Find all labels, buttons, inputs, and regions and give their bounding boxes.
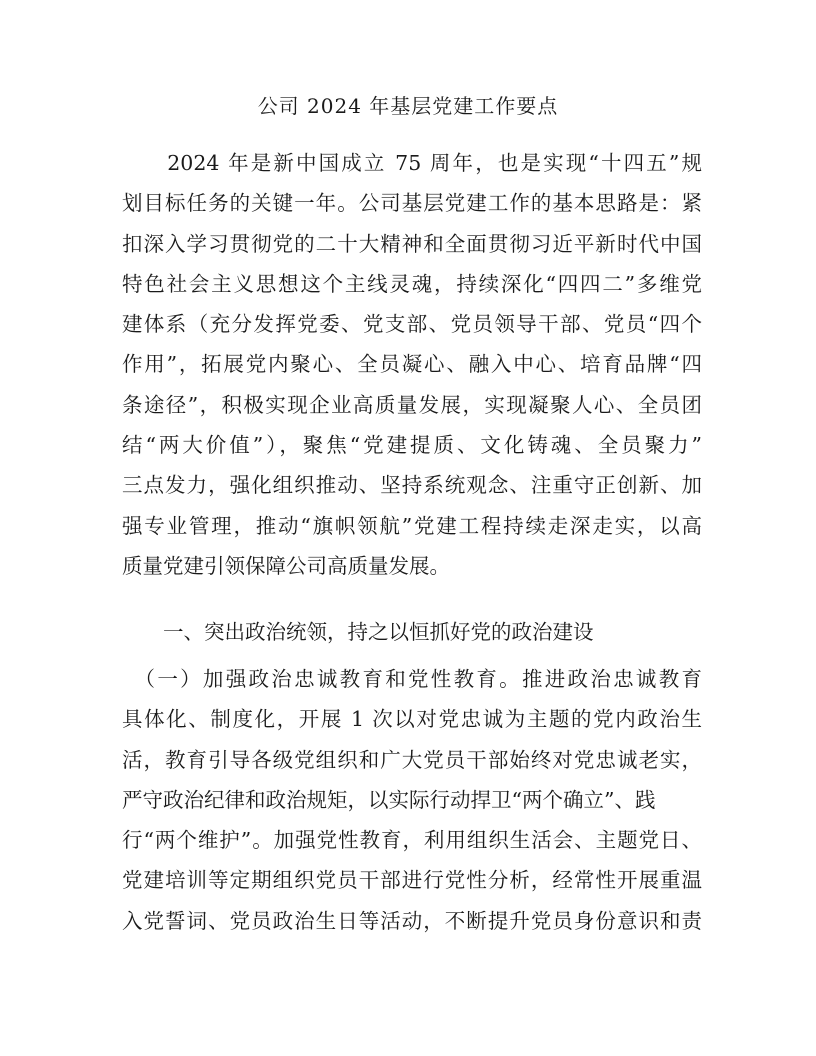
text-line: 建体系（充分发挥党委、党支部、党员领导干部、党员“四个 xyxy=(122,312,702,337)
text-line: 质量党建引领保障公司高质量发展。 xyxy=(122,553,450,578)
section-heading: 一、突出政治统领，持之以恒抓好党的政治建设 xyxy=(163,620,594,644)
text-line: 入党誓词、党员政治生日等活动，不断提升党员身份意识和责 xyxy=(122,908,702,933)
text-line: 党建培训等定期组织党员干部进行党性分析，经常性开展重温 xyxy=(122,868,702,893)
text-line: 具体化、制度化，开展 1 次以对党忠诚为主题的党内政治生 xyxy=(122,707,702,732)
text-line: 划目标任务的关键一年。公司基层党建工作的基本思路是：紧 xyxy=(122,191,702,216)
text-line: 结“两大价值”），聚焦“党建提质、文化铸魂、全员聚力” xyxy=(122,433,702,458)
text-line: 强专业管理，推动“旗帜领航”党建工程持续走深走实，以高 xyxy=(122,513,702,538)
text-line: 行“两个维护”。加强党性教育，利用组织生活会、主题党日、 xyxy=(122,828,702,853)
text-line: 条途径”，积极实现企业高质量发展，实现凝聚人心、全员团 xyxy=(122,392,702,417)
text-line: 活，教育引导各级党组织和广大党员干部始终对党忠诚老实， xyxy=(122,747,702,772)
text-line: 2024 年是新中国成立 75 周年，也是实现“十四五”规 xyxy=(122,151,702,175)
text-line: 严守政治纪律和政治规矩，以实际行动捍卫“两个确立”、践 xyxy=(122,787,656,812)
section-paragraph xyxy=(122,659,702,941)
text-line: 三点发力，强化组织推动、坚持系统观念、注重守正创新、加 xyxy=(122,473,702,498)
text-line: （一）加强政治忠诚教育和党性教育。推进政治忠诚教育 xyxy=(122,667,702,691)
document-title: 公司 2024 年基层党建工作要点 xyxy=(257,94,559,118)
text-line: 作用”，拓展党内聚心、全员凝心、融入中心、培育品牌“四 xyxy=(122,352,702,377)
text-line: 特色社会主义思想这个主线灵魂，持续深化“四四二”多维党 xyxy=(122,271,702,296)
intro-paragraph xyxy=(122,143,702,586)
text-line: 扣深入学习贯彻党的二十大精神和全面贯彻习近平新时代中国 xyxy=(122,231,702,256)
